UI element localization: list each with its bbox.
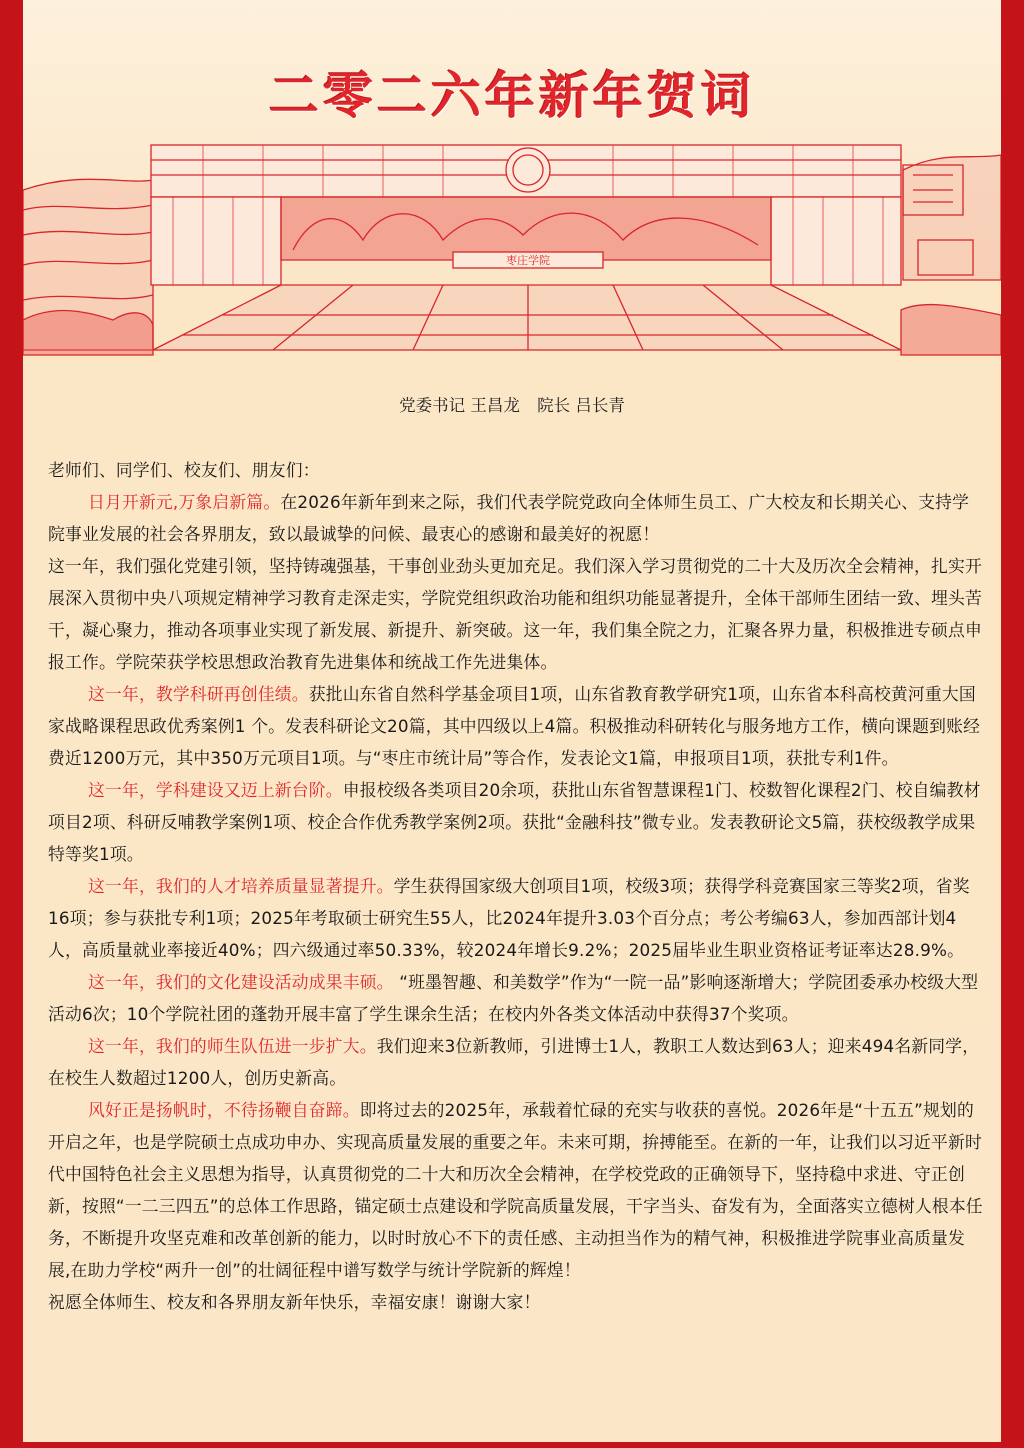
closing-wishes xyxy=(48,1286,983,1318)
paragraph-2 xyxy=(48,550,983,678)
paragraph-lead: 这一年，教学科研再创佳绩。 xyxy=(88,684,309,704)
signatures xyxy=(0,392,1024,416)
paragraph-lead: 日月开新元,万象启新篇。 xyxy=(88,492,281,512)
paragraph-lead: 这一年，我们的人才培养质量显著提升。 xyxy=(88,876,394,896)
page-title: 二零二六年新年贺词 xyxy=(269,66,755,125)
paragraph-8 xyxy=(48,1094,983,1286)
paragraph-1 xyxy=(48,486,983,550)
bottom-border xyxy=(0,1442,1024,1448)
paragraph-7 xyxy=(48,1030,983,1094)
paragraph-text: 我们迎来3位新教师，引进博士1人，教职工人数达到63人；迎来494名新同学，在校生人数超过1200人，创历史新高。 xyxy=(48,1036,980,1088)
gate-inscription: 枣庄学院 xyxy=(506,254,550,267)
paragraph-text: 在2026年新年到来之际，我们代表学院党政向全体师生员工、广大校友和长期关心、支持学院事业发展的社会各界朋友，致以最诚挚的问候、最衷心的感谢和最美好的祝愿！ xyxy=(48,492,970,544)
left-border xyxy=(0,0,23,1448)
paragraph-text: 祝愿全体师生、校友和各界朋友新年快乐，幸福安康！谢谢大家！ xyxy=(48,1292,541,1312)
paragraph-text: 获批山东省自然科学基金项目1项，山东省教育教学研究1项，山东省本科高校黄河重大国家战略课程思政优秀案例1 个。发表科研论文20篇，其中四级以上4篇。积极推动科研转化与服务地方工作，横向课题到账经费近1200万元，其中350万元项目1项。与“枣庄市统计局”等合作，发表论文1篇，申报项目1项，获批专利1件。 xyxy=(48,684,981,768)
paragraph-text: “班墨智趣、和美数学”作为“一院一品”影响逐渐增大；学院团委承办校级大型活动6次；10个学院社团的蓬勃开展丰富了学生课余生活；在校内外各类文体活动中获得37个奖项。 xyxy=(48,972,979,1024)
paragraph-6 xyxy=(48,966,983,1030)
paragraph-4 xyxy=(48,774,983,870)
greeting: 老师们、同学们、校友们、朋友们： xyxy=(48,460,320,480)
paragraph-5 xyxy=(48,870,983,966)
paragraph-text: 学生获得国家级大创项目1项，校级3项；获得学科竞赛国家三等奖2项，省奖16项；参与获批专利1项；2025年考取硕士研究生55人，比2024年提升3.03个百分点；考公考编63人，参加西部计划4 人，高质量就业率接近40%；四六级通过率50.33%，较2024年增长9.2%；2025届毕业生职业资格证考证率达28.9%。 xyxy=(48,876,970,960)
paragraph-text: 即将过去的2025年，承载着忙碌的充实与收获的喜悦。2026年是“十五五”规划的开启之年，也是学院硕士点成功申办、实现高质量发展的重要之年。未来可期，拚搏能至。在新的一年，让我们以习近平新时代中国特色社会主义思想为指导，认真贯彻党的二十大和历次全会精神，在学校党政的正确领导下，坚持稳中求进、守正创新，按照“一二三四五”的总体工作思路，锚定硕士点建设和学院高质量发展，干字当头、奋发有为，全面落实立德树人根本任务，不断提升攻坚克难和改革创新的能力，以时时放心不下的责任感、主动担当作为的精气神，积极推进学院事业高质量发展,在助力学校“两升一创”的壮阔征程中谱写数学与统计学院新的辉煌！ xyxy=(48,1100,983,1280)
paragraph-text: 这一年，我们强化党建引领，坚持铸魂强基，干事创业劲头更加充足。我们深入学习贯彻党的二十大及历次全会精神，扎实开展深入贯彻中央八项规定精神学习教育走深走实，学院党组织政治功能和组织功能显著提升，全体干部师生团结一致、埋头苦干，凝心聚力，推动各项事业实现了新发展、新提升、新突破。这一年，我们集全院之力，汇聚各界力量，积极推进专硕点申报工作。学院荣获学校思想政治教育先进集体和统战工作先进集体。 xyxy=(48,556,982,672)
paragraph-3 xyxy=(48,678,983,774)
campus-gate-illustration xyxy=(23,140,1001,360)
signature-dean: 院长 吕长青 xyxy=(537,396,625,415)
paragraph-lead: 这一年，学科建设又迈上新台阶。 xyxy=(88,780,343,800)
right-border xyxy=(1001,0,1024,1448)
paragraph-lead: 这一年，我们的师生队伍进一步扩大。 xyxy=(88,1036,377,1056)
paragraph-lead: 这一年，我们的文化建设活动成果丰硕。 xyxy=(88,972,394,992)
signature-secretary: 党委书记 王昌龙 xyxy=(399,396,520,415)
paragraph-lead: 风好正是扬帆时，不待扬鞭自奋蹄。 xyxy=(88,1100,360,1120)
paragraph-text: 申报校级各类项目20余项，获批山东省智慧课程1门、校数智化课程2门、校自编教材项目2项、科研反哺教学案例1项、校企合作优秀教学案例2项。获批“金融科技”微专业。发表教研论文5篇，获校级教学成果特等奖1项。 xyxy=(48,780,981,864)
letter-body xyxy=(48,454,983,1318)
